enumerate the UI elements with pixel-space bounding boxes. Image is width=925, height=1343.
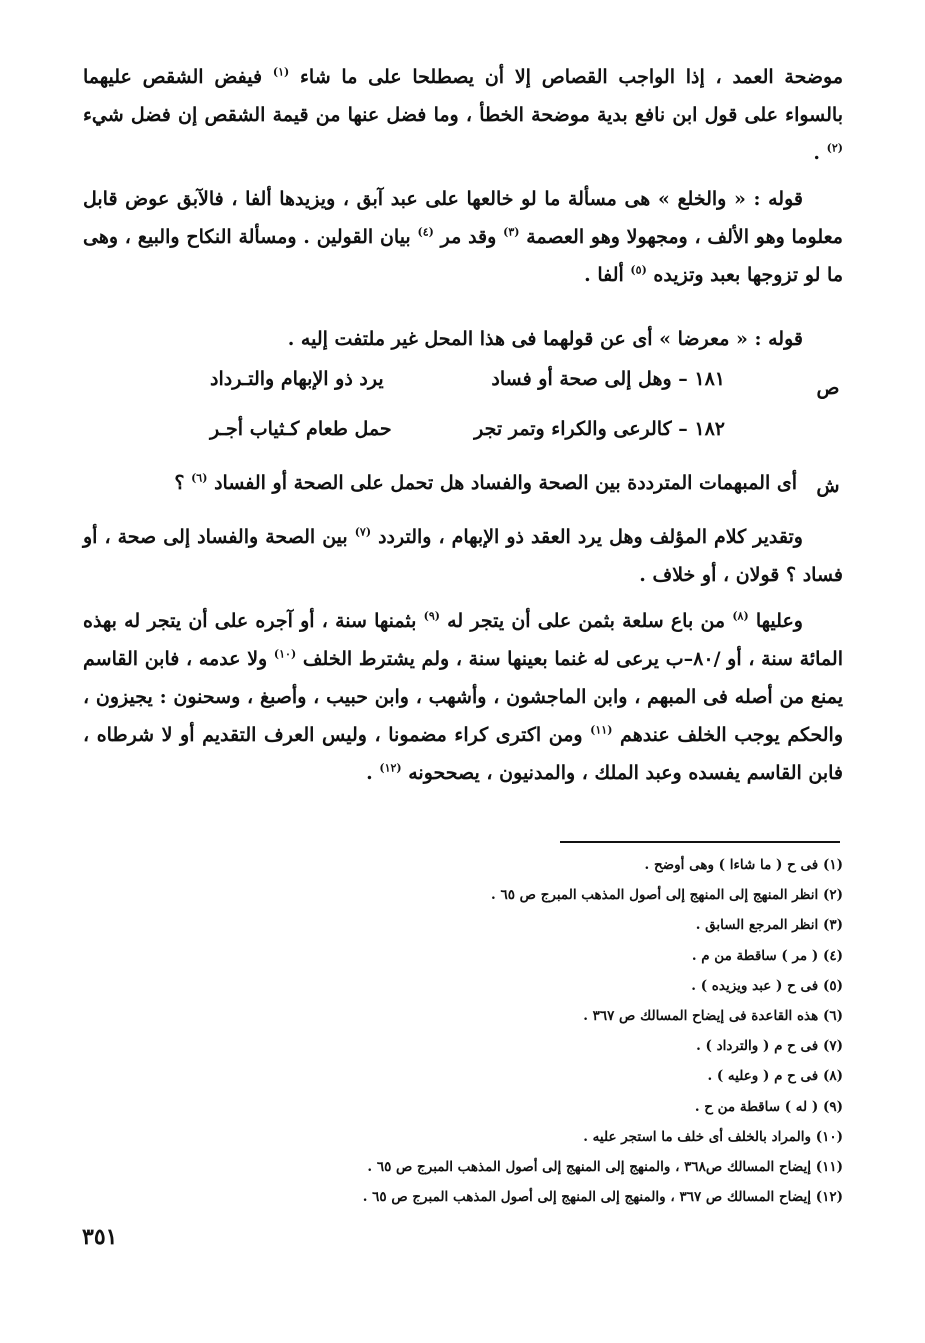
page-number: ٣٥١ bbox=[82, 1224, 118, 1250]
footnote-8: (٨) فى ح م ( وعليه ) . bbox=[707, 1068, 843, 1085]
footnote-ref-4: (٤) bbox=[417, 225, 434, 239]
footnote-ref-8: (٨) bbox=[732, 609, 749, 623]
footnote-2: (٢) انظر المنهج إلى المنهج إلى أصول المذهب المبرج ص ٦٥ . bbox=[491, 887, 843, 904]
p6-text-b: من باع سلعة بثمن على أن يتجر له bbox=[447, 610, 726, 632]
verse-label: ص bbox=[816, 377, 840, 399]
paragraph-3 bbox=[83, 320, 843, 358]
paragraph-1 bbox=[83, 58, 843, 172]
sharh-line bbox=[157, 464, 797, 502]
footnote-ref-7: (٧) bbox=[354, 525, 372, 539]
footnote-12: (١٢) إيضاح المسالك ص ٣٦٧ ، والمنهج إلى المنهج إلى أصول المذهب المبرج ص ٦٥ . bbox=[362, 1189, 843, 1206]
verse-182-first-hemistich: ١٨٢ – كالرعى والكراء وتمر تجر bbox=[474, 418, 725, 440]
footnote-ref-2: (٢) bbox=[826, 141, 843, 155]
footnote-ref-11: (١١) bbox=[590, 723, 613, 737]
paragraph-2 bbox=[83, 180, 843, 294]
p4-text: أى المبهمات المترددة بين الصحة والفساد هل تحمل على الصحة أو الفساد bbox=[214, 472, 797, 494]
footnote-ref-10: (١٠) bbox=[273, 647, 297, 661]
footnote-5: (٥) فى ح ( عبد ويزيده ) . bbox=[691, 977, 843, 994]
footnote-ref-9: (٩) bbox=[423, 609, 440, 623]
p1-end: . bbox=[813, 142, 821, 164]
footnote-7: (٧) فى ح م ( والترداد ) . bbox=[696, 1038, 843, 1055]
verse-181-first-hemistich: ١٨١ – وهل إلى صحة أو فساد bbox=[491, 368, 725, 390]
footnote-ref-1: (١) bbox=[272, 65, 290, 79]
verse-181-second-hemistich: يرد ذو الإبهام والتـرداد bbox=[210, 368, 384, 390]
p6-text-d: ولا عدمه ، فابن القاسم يمنع من أصله فى المبهم ، وابن الماجشون ، وأشهب ، وابن حبيب ، وأصبغ ، وسحنون : يجيزون ، والحكم يوجب الخلف عندهم bbox=[83, 648, 843, 746]
p2-text-d: ألفا . bbox=[584, 264, 624, 286]
footnote-9: (٩) ( له ) ساقطة من ح . bbox=[694, 1098, 843, 1115]
sharh-label: ش bbox=[816, 475, 840, 497]
footnote-ref-12: (١٢) bbox=[379, 761, 402, 775]
p1-text-b: فيفض الشقص عليهما بالسواء على قول ابن نافع بدية موضحة الخطأ ، وما فضل عنها من قيمة الشقص إن فضل شيء bbox=[83, 66, 843, 126]
footnote-divider bbox=[560, 841, 840, 843]
footnote-ref-5: (٥) bbox=[630, 263, 647, 277]
p5-text-b: بين الصحة والفساد إلى صحة ، أو فساد ؟ قولان ، أو خلاف . bbox=[83, 526, 843, 586]
p6-end: . bbox=[366, 762, 373, 784]
footnote-ref-3: (٣) bbox=[503, 225, 520, 239]
p3-text: قوله : « معرضا » أى عن قولهما فى هذا المحل غير ملتفت إليه . bbox=[287, 328, 803, 350]
footnote-3: (٣) انظر المرجع السابق . bbox=[695, 917, 843, 934]
footnote-11: (١١) إيضاح المسالك ص٣٦٨ ، والمنهج إلى المنهج إلى أصول المذهب المبرج ص ٦٥ . bbox=[367, 1159, 843, 1176]
p2-text-b: وقد مر bbox=[440, 226, 497, 248]
p1-text-a: موضحة العمد ، إذا الواجب القصاص إلا أن يصطلحا على ما شاء bbox=[299, 66, 844, 88]
footnote-10: (١٠) والمراد بالخلف أى خلف ما استجر عليه . bbox=[583, 1128, 843, 1145]
p4-end: ؟ bbox=[174, 472, 185, 494]
p2-text-a: قوله : « والخلع » هى مسألة ما لو خالعها على عبد آبق ، ويزيدها ألفا ، فالآبق عوض قابل معلوما وهو الألف ، ومجهولا وهو العصمة bbox=[83, 188, 843, 248]
footnote-ref-6: (٦) bbox=[191, 471, 208, 485]
p6-text-e: ومن اكترى كراء مضمونا ، وليس العرف التقديم أو لا شرطاه ، فابن القاسم يفسده وعبد الملك ، والمدنيون ، يصححونه bbox=[83, 724, 843, 784]
p6-text-c: بثمنها سنة ، أو آجره على أن يتجر له بهذه المائة سنة ، أو /٨٠–ب يرعى له غنما بعينها سنة ، ولم يشترط الخلف bbox=[83, 610, 843, 670]
footnote-6: (٦) هذه القاعدة فى إيضاح المسالك ص ٣٦٧ . bbox=[583, 1008, 843, 1025]
verse-182-second-hemistich: حمل طعام كـثياب أجـر bbox=[210, 418, 392, 440]
p5-text-a: وتقدير كلام المؤلف وهل يرد العقد ذو الإبهام ، والتردد bbox=[378, 526, 803, 548]
footnotes-list bbox=[143, 850, 843, 1212]
paragraph-5 bbox=[83, 518, 843, 594]
p6-text-a: وعليها bbox=[755, 610, 803, 632]
paragraph-6 bbox=[83, 602, 843, 792]
p2-text-c: بيان القولين . ومسألة النكاح والبيع ، وهى ما لو تزوجها بعبد وتزيده bbox=[83, 226, 843, 286]
footnote-4: (٤) ( مر ) ساقطة من م . bbox=[691, 947, 843, 964]
footnote-1: (١) فى ح ( ما شاءا ) وهى أوضح . bbox=[644, 857, 843, 873]
